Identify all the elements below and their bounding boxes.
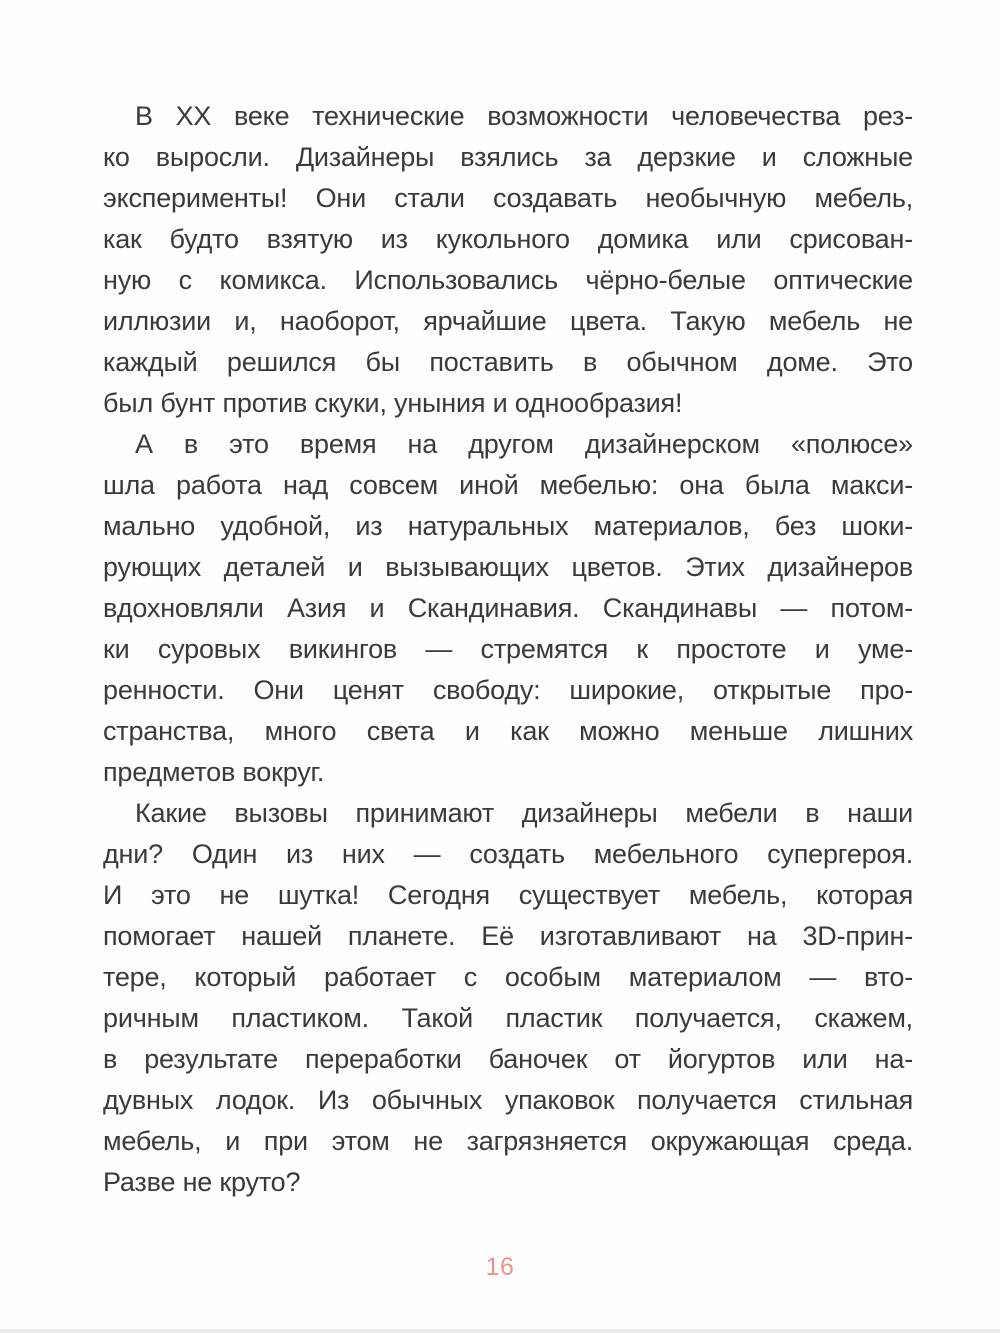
- text-line: шла работа над совсем иной мебелью: она была макси-: [103, 470, 913, 500]
- text-line: в результате переработки баночек от йогуртов или на-: [103, 1044, 913, 1074]
- text-line: эксперименты! Они стали создавать необычную мебель,: [103, 183, 913, 213]
- text-line: В ХХ веке технические возможности человечества рез-: [135, 101, 913, 131]
- text-line: мально удобной, из натуральных материалов, без шоки-: [103, 511, 913, 541]
- page-bottom-edge: [0, 1329, 1000, 1333]
- paragraph: [103, 424, 913, 793]
- text-line: как будто взятую из кукольного домика или срисован-: [103, 224, 913, 254]
- text-line: мебель, и при этом не загрязняется окружающая среда.: [103, 1126, 913, 1156]
- text-line: дни? Один из них — создать мебельного супергероя.: [103, 839, 913, 869]
- text-line: помогает нашей планете. Её изготавливают на 3D-прин-: [103, 921, 913, 951]
- text-line: тере, который работает с особым материалом — вто-: [103, 962, 913, 992]
- text-line: предметов вокруг.: [103, 757, 325, 787]
- text-line: каждый решился бы поставить в обычном доме. Это: [103, 347, 913, 377]
- text-line: ренности. Они ценят свободу: широкие, открытые про-: [103, 675, 913, 705]
- text-line: Какие вызовы принимают дизайнеры мебели в наши: [135, 798, 913, 828]
- page-number: 16: [485, 1253, 515, 1281]
- text-line: И это не шутка! Сегодня существует мебель, которая: [103, 880, 913, 910]
- text-line: ную с комикса. Использовались чёрно-белые оптические: [103, 265, 913, 295]
- text-line: странства, много света и как можно меньше лишних: [103, 716, 913, 746]
- text-line: А в это время на другом дизайнерском «полюсе»: [135, 429, 913, 459]
- text-line: ки суровых викингов — стремятся к простоте и уме-: [103, 634, 913, 664]
- text-line: вдохновляли Азия и Скандинавия. Скандинавы — потом-: [103, 593, 913, 623]
- paragraph: [103, 96, 913, 424]
- text-line: дувных лодок. Из обычных упаковок получается стильная: [103, 1085, 913, 1115]
- text-line: ко выросли. Дизайнеры взялись за дерзкие и сложные: [103, 142, 913, 172]
- paragraph: [103, 793, 913, 1203]
- text-line: был бунт против скуки, уныния и однообразия!: [103, 388, 683, 418]
- text-line: иллюзии и, наоборот, ярчайшие цвета. Такую мебель не: [103, 306, 913, 336]
- text-line: ричным пластиком. Такой пластик получается, скажем,: [103, 1003, 913, 1033]
- text-line: Разве не круто?: [103, 1167, 301, 1197]
- text-block: [103, 96, 913, 1203]
- text-line: рующих деталей и вызывающих цветов. Этих дизайнеров: [103, 552, 913, 582]
